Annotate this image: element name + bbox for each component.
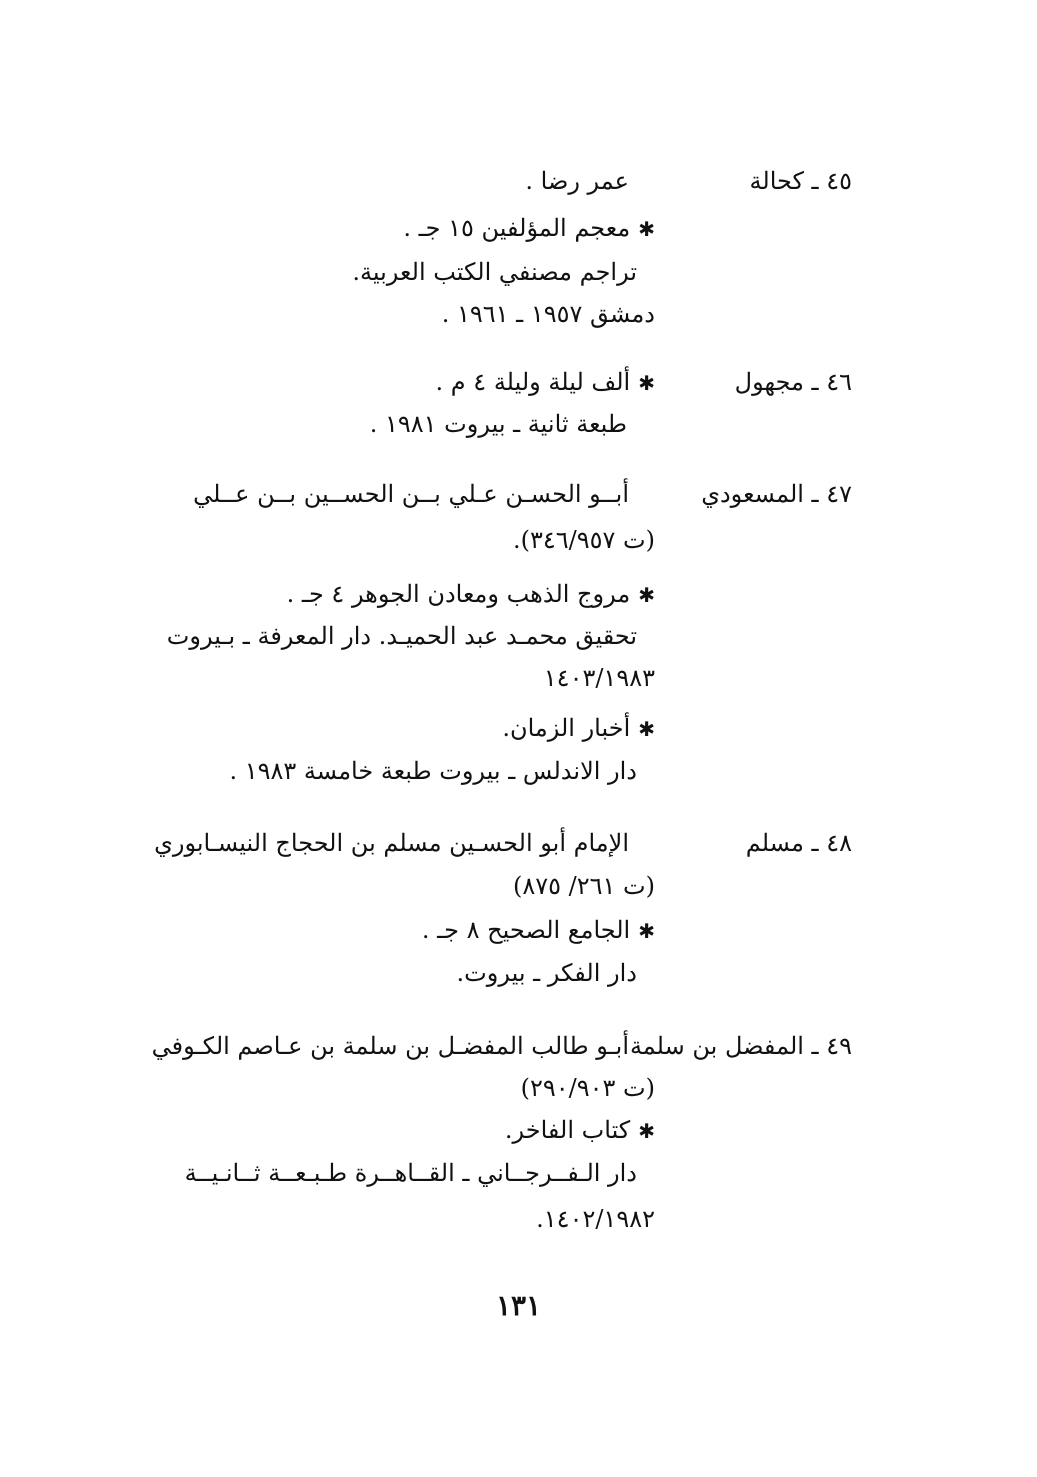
entry-label-47: ٤٧ ـ المسعودي [701, 480, 852, 508]
page-number: ١٣١ [495, 1289, 542, 1322]
entry-49-publication: دار الـفــرجــاني ـ القــاهــرة طـبـعــة ثــانـيــة [184, 1159, 637, 1187]
entry-48-publication: دار الفكر ـ بيروت. [456, 959, 637, 987]
asterisk-icon: ✱ [638, 217, 655, 241]
entry-label-46: ٤٦ ـ مجهول [734, 368, 852, 396]
entry-48-author: الإمام أبو الحسـين مسلم بن الحجاج النيسـابوري [154, 829, 629, 857]
entry-47-title-1: ✱مروج الذهب ومعادن الجوهر ٤ جـ . [286, 580, 655, 608]
entry-45-subtitle: تراجم مصنفي الكتب العربية. [352, 258, 637, 286]
asterisk-icon: ✱ [638, 371, 655, 395]
entry-label-45: ٤٥ ـ كحالة [749, 167, 852, 195]
entry-label-49: ٤٩ ـ المفضل بن سلمة [629, 1032, 852, 1060]
entry-45-title: ✱معجم المؤلفين ١٥ جـ . [403, 214, 655, 242]
entry-47-title-2: ✱أخبار الزمان. [502, 714, 655, 742]
entry-49-title: ✱كتاب الفاخر. [504, 1116, 655, 1144]
entry-45-author: عمر رضا . [525, 167, 629, 195]
entry-49-publication-date: ١٤٠٢/١٩٨٢. [536, 1205, 655, 1233]
entry-49-author: أبـو طالب المفضـل بن سلمة بن عـاصم الكـوفي [151, 1032, 629, 1060]
entry-47-dates: (ت ٣٤٦/٩٥٧). [512, 526, 655, 554]
entry-47-edition-1: تحقيق محمـد عبد الحميـد. دار المعرفة ـ بـيروت [166, 622, 637, 650]
entry-49-dates: (ت ٢٩٠/٩٠٣) [520, 1074, 655, 1102]
entry-47-author: أبــو الحسـن عـلي بــن الحســين بــن عــلي [193, 480, 629, 508]
entry-47-edition-2: دار الاندلس ـ بيروت طبعة خامسة ١٩٨٣ . [229, 757, 637, 785]
entry-48-dates: (ت ٢٦١/ ٨٧٥) [512, 872, 655, 900]
entry-46-publication: طبعة ثانية ـ بيروت ١٩٨١ . [369, 410, 627, 438]
asterisk-icon: ✱ [638, 717, 655, 741]
entry-label-48: ٤٨ ـ مسلم [745, 829, 852, 857]
entry-46-title: ✱ألف ليلة وليلة ٤ م . [435, 368, 655, 396]
entry-48-title: ✱الجامع الصحيح ٨ جـ . [421, 916, 655, 944]
asterisk-icon: ✱ [638, 919, 655, 943]
entry-45-publication: دمشق ١٩٥٧ ـ ١٩٦١ . [441, 300, 655, 328]
asterisk-icon: ✱ [638, 1119, 655, 1143]
entry-47-edition-1-date: ١٤٠٣/١٩٨٣ [543, 664, 655, 692]
asterisk-icon: ✱ [638, 583, 655, 607]
